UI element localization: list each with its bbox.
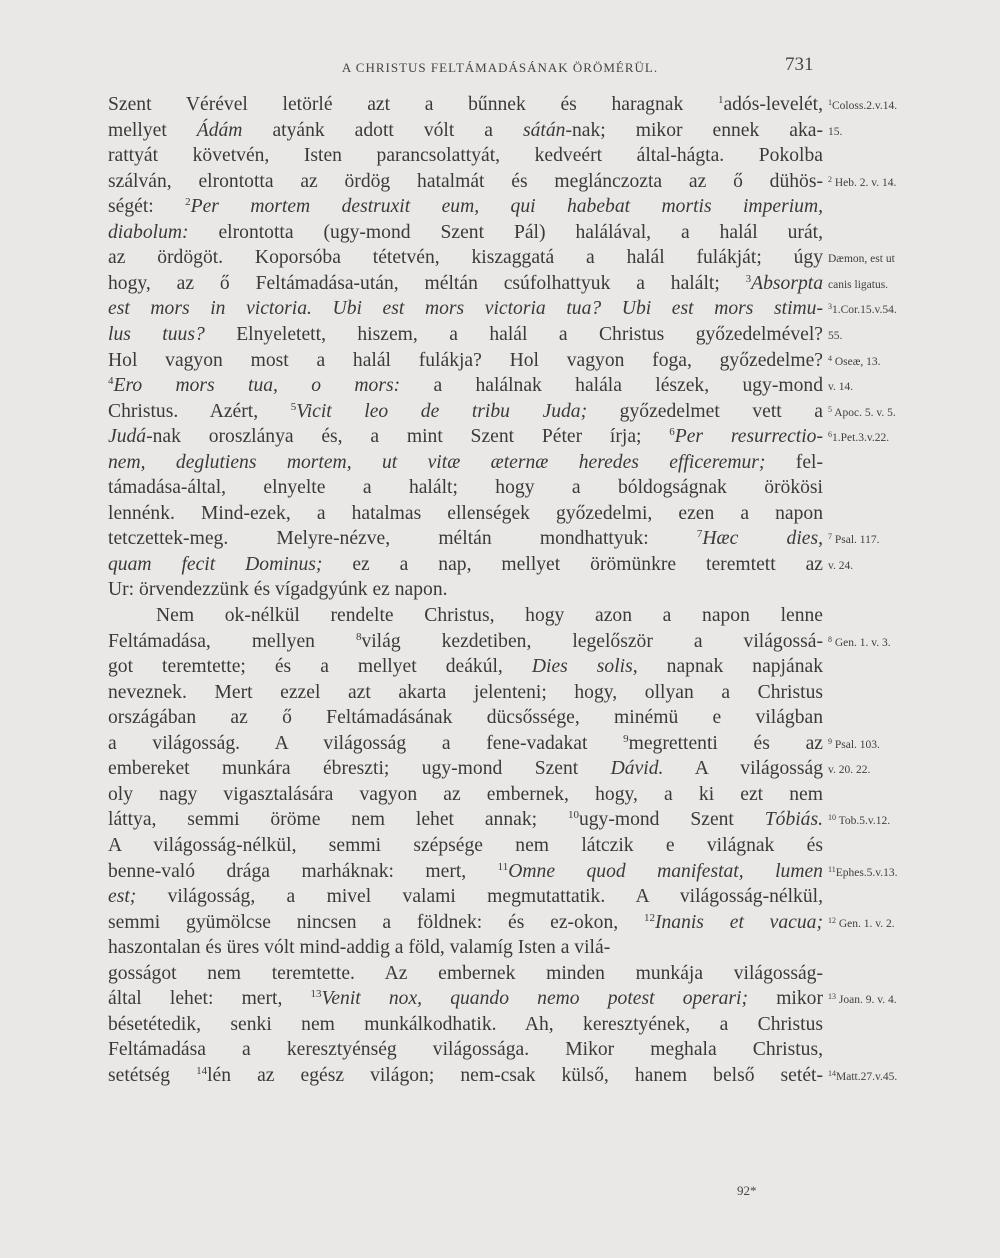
signature-mark: 92* [737,1183,757,1198]
text-run: megrettenti és az [628,732,823,754]
footnote-marker: 11 [497,860,509,873]
text-run: setétség [108,1064,197,1086]
text-run: Nem ok-nélkül rendelte Christus, hogy azon a napon lenne [156,605,823,626]
running-header: A CHRISTUS FELTÁMADÁSÁNAK ÖRÖMÉRÜL. [341,60,659,75]
text-run: rattyát követvén, Isten parancsolattyát, kedveért által-hágta. Pokolba [108,145,823,167]
text-run: Ur: örvendezzünk és vígadgyúnk ez napon. [108,579,448,601]
margin-reference [828,763,870,777]
text-run: Joan. 9. v. 4. [836,994,897,1007]
margin-reference [828,533,880,547]
text-run: bésetétedik, senki nem munkálkodhatik. Ah, keresztyének, a Christus [108,1013,823,1035]
footnote-marker: 5 [828,404,832,414]
footnote-marker: 3 [745,272,752,285]
margin-reference [828,329,842,343]
text-run: -nak oroszlánya és, a mint Szent Péter írja; [146,426,670,448]
margin-reference [828,355,881,369]
text-run: láttya, semmi öröme nem lehet annak; [108,809,568,831]
text-run: elrontotta (ugy-mond Szent Pál) halálával, a halál urát, [188,221,823,243]
text-line [108,935,823,960]
text-run: adós-levelét, [723,94,823,115]
text-run: v. 14. [828,381,854,394]
italic-latin-run: Vicit leo de tribu Juda; [296,400,588,422]
text-line [108,169,823,194]
text-line [108,194,823,219]
text-run: v. 24. [828,559,854,572]
footnote-marker: 12 [828,915,836,925]
text-run: Psal. 103. [832,738,880,751]
italic-latin-run: diabolum: [108,221,189,243]
text-line [108,782,823,807]
text-run: fel- [765,451,823,473]
text-line [108,756,823,781]
margin-reference [828,866,898,880]
footnote-marker: 5 [290,400,297,413]
text-line [108,552,823,577]
text-line [108,220,823,245]
footnote-marker: 8 [828,634,832,644]
text-run: got teremtette; és a mellyet deákúl, [108,656,532,678]
text-line [108,1037,823,1062]
italic-latin-run: quam fecit Dominus; [108,553,323,575]
text-run: Feltámadása, mellyen [108,630,356,652]
text-run: szálván, elrontotta az ördög hatalmát és meglánczozta az ő dühös- [108,170,823,192]
footnote-marker: 2 [828,174,832,184]
text-run: 1.Pet.3.v.22. [832,432,890,445]
text-run: tetczettek-meg. Melyre-nézve, méltán mondhattyuk: [108,528,697,550]
italic-latin-run: Ero mors tua, o mors: [113,375,401,397]
text-run: lén az egész világon; nem-csak külső, hanem belső setét- [207,1064,823,1086]
margin-reference [828,1070,897,1084]
text-run: Christus. Azért, [108,400,291,422]
margin-reference [828,738,880,752]
text-run: oly nagy vigasztalására vagyon az embernek, hogy, a ki ezt nem [108,783,823,805]
footnote-marker: 7 [696,528,703,541]
italic-latin-run: Per resurrectio- [674,426,823,448]
text-line [108,245,823,270]
text-run: mikor [748,988,823,1010]
italic-latin-run: Dávid. [610,758,664,780]
footnote-marker: 14 [196,1064,208,1077]
margin-reference [828,380,853,394]
text-line [108,399,823,424]
text-run: Dæmon, est ut [828,253,895,266]
text-line [108,577,823,602]
footnote-marker: 7 [828,532,832,542]
text-run: lennénk. Mind-ezek, a hatalmas ellenségek győzedelmi, ezen a napon [108,502,823,524]
italic-latin-run: est; [108,886,137,908]
text-line [108,143,823,168]
margin-reference [828,406,896,420]
page-number: 731 [785,54,814,75]
text-run: Heb. 2. v. 14. [832,176,897,189]
footnote-marker: 9 [828,736,832,746]
text-run: neveznek. Mert ezzel azt akarta jelenteni; hogy, ollyan a Christus [108,681,823,703]
footnote-marker: 13 [828,992,836,1002]
text-line [108,424,823,449]
text-line [108,910,823,935]
margin-reference [828,917,895,931]
margin-reference [828,993,897,1007]
text-run: A világosság-nélkül, semmi szépsége nem látczik e világnak és [108,834,823,856]
footnote-marker: 13 [310,988,322,1001]
text-run: Hol vagyon most a halál fulákja? Hol vagyon foga, győzedelme? [108,349,823,371]
text-line [108,1063,823,1088]
text-line [108,373,823,398]
text-run: haszontalan és üres vólt mind-addig a föld, valamíg Isten a vilá- [108,937,611,959]
footnote-marker: 9 [623,732,629,745]
text-line [108,833,823,858]
footnote-marker: 6 [669,426,675,439]
italic-latin-run: Judá [108,426,147,448]
italic-latin-run: Per mortem destruxit eum, qui habebat mortis imperium, [190,196,823,218]
text-run: ugy-mond Szent [578,809,765,831]
text-line [108,118,823,143]
margin-reference [828,278,888,292]
margin-reference [828,636,891,650]
text-run: atyánk adott vólt a [242,119,523,141]
text-run: világosság, a mivel valami megmutattatik. A világosság-nélkül, [136,886,823,908]
text-run: 1.Cor.15.v.54. [832,304,897,317]
text-line [108,680,823,705]
footnote-marker: 4 [108,375,114,388]
text-line [108,731,823,756]
text-run: gosságot nem teremtette. Az embernek minden munkája világosság- [108,962,823,984]
margin-reference [828,431,889,445]
text-line [108,807,823,832]
text-run: Elnyeletett, hiszem, a halál a Christus győzedelmével? [204,323,824,345]
text-run: A világosság [663,758,823,780]
text-run: Gen. 1. v. 3. [832,636,891,649]
text-line [108,475,823,500]
margin-reference [828,814,890,828]
text-run: a világosság. A világosság a fene-vadakat [108,732,624,754]
text-run: -nak; mikor ennek aka- [565,119,823,141]
margin-reference [828,303,897,317]
italic-latin-run: Hæc dies, [702,528,823,550]
text-run: canis ligatus. [828,278,889,291]
text-run: 15. [828,125,843,138]
text-line [108,271,823,296]
text-line [108,629,823,654]
italic-latin-run: Inanis et vacua; [654,911,823,933]
footnote-marker: 10 [828,813,836,823]
text-run: Ephes.5.v.13. [835,866,898,879]
text-run: benne-való drága marháknak: mert, [108,860,498,882]
text-run: Tob.5.v.12. [836,815,891,828]
footnote-marker: 6 [828,430,832,440]
text-run: által lehet: mert, [108,988,311,1010]
footnote-marker: 8 [355,630,362,643]
text-run: az ördögöt. Koporsóba tétetvén, kiszaggatá a halál fulákját; úgy [108,247,823,269]
italic-latin-run: Tóbiás. [764,809,824,831]
margin-reference [828,125,842,139]
italic-latin-run: Absorpta [751,272,823,294]
text-line [108,603,823,628]
text-run: napnak napjának [637,656,823,678]
text-run: semmi gyümölcse nincsen a földnek: és ez-okon, [108,911,644,933]
text-line [108,92,823,117]
margin-reference [828,559,853,573]
text-run: Szent Vérével letörlé azt a bűnnek és haragnak [108,94,718,115]
text-run: v. 20. 22. [828,764,871,777]
text-run: hogy, az ő Feltámadása-után, méltán csúfolhattyuk a halált; [108,272,746,294]
text-run: ez a nap, mellyet örömünkre teremtett az [322,553,823,575]
text-run: 55. [828,329,843,342]
text-line [108,961,823,986]
text-run: Gen. 1. v. 2. [836,917,895,930]
italic-latin-run: sátán [523,119,566,141]
text-line [108,705,823,730]
italic-latin-run: est mors in victoria. Ubi est mors victoria tua? Ubi est mors stimu- [108,298,823,320]
text-line [108,1012,823,1037]
text-run: embereket munkára ébreszti; ugy-mond Szent [108,758,611,780]
margin-reference [828,176,896,190]
margin-reference [828,252,895,266]
italic-latin-run: nem, deglutiens mortem, ut vitæ æternæ heredes efficeremur; [108,451,766,473]
text-run: Feltámadása a keresztyénség világossága. Mikor meghala Christus, [108,1039,823,1061]
text-run: Psal. 117. [832,534,880,547]
italic-latin-run: Ádám [196,119,243,141]
text-line [108,884,823,909]
footnote-marker: 10 [567,809,579,822]
footnote-marker: 11 [828,864,836,874]
footnote-marker: 12 [643,911,655,924]
text-run: világ kezdetiben, legelőször a világossá- [361,630,823,652]
footnote-marker: 4 [828,353,832,363]
italic-latin-run: lus tuus? [108,323,205,345]
text-line [108,450,823,475]
text-line [108,859,823,884]
text-line [108,654,823,679]
italic-latin-run: Dies solis, [531,656,638,678]
text-run: a halálnak halála lészek, ugy-mond [400,375,823,397]
italic-latin-run: Omne quod manifestat, lumen [508,860,823,882]
text-run: országában az ő Feltámadásának dücsőssége, minémü e világban [108,707,823,729]
margin-reference [828,99,897,113]
text-line [108,322,823,347]
text-line [108,526,823,551]
italic-latin-run: Venit nox, quando nemo potest operari; [321,988,749,1010]
footnote-marker: 1 [717,94,724,106]
text-run: Coloss.2.v.14. [832,100,898,112]
text-run: támadása-által, elnyelte a halált; hogy a bóldogságnak örökösi [108,477,823,499]
text-run: győzedelmet vett a [587,400,823,422]
footnote-marker: 14 [828,1068,836,1078]
text-line [108,986,823,1011]
text-line [108,296,823,321]
text-run: Matt.27.v.45. [836,1070,898,1083]
text-line [108,348,823,373]
text-run: ségét: [108,196,186,218]
footnote-marker: 3 [828,302,832,312]
text-run: Apoc. 5. v. 5. [832,406,896,419]
text-run: Oseæ, 13. [832,355,881,368]
text-line [108,501,823,526]
text-run: mellyet [108,119,197,141]
footnote-marker: 1 [828,98,832,107]
footnote-marker: 2 [185,196,191,209]
